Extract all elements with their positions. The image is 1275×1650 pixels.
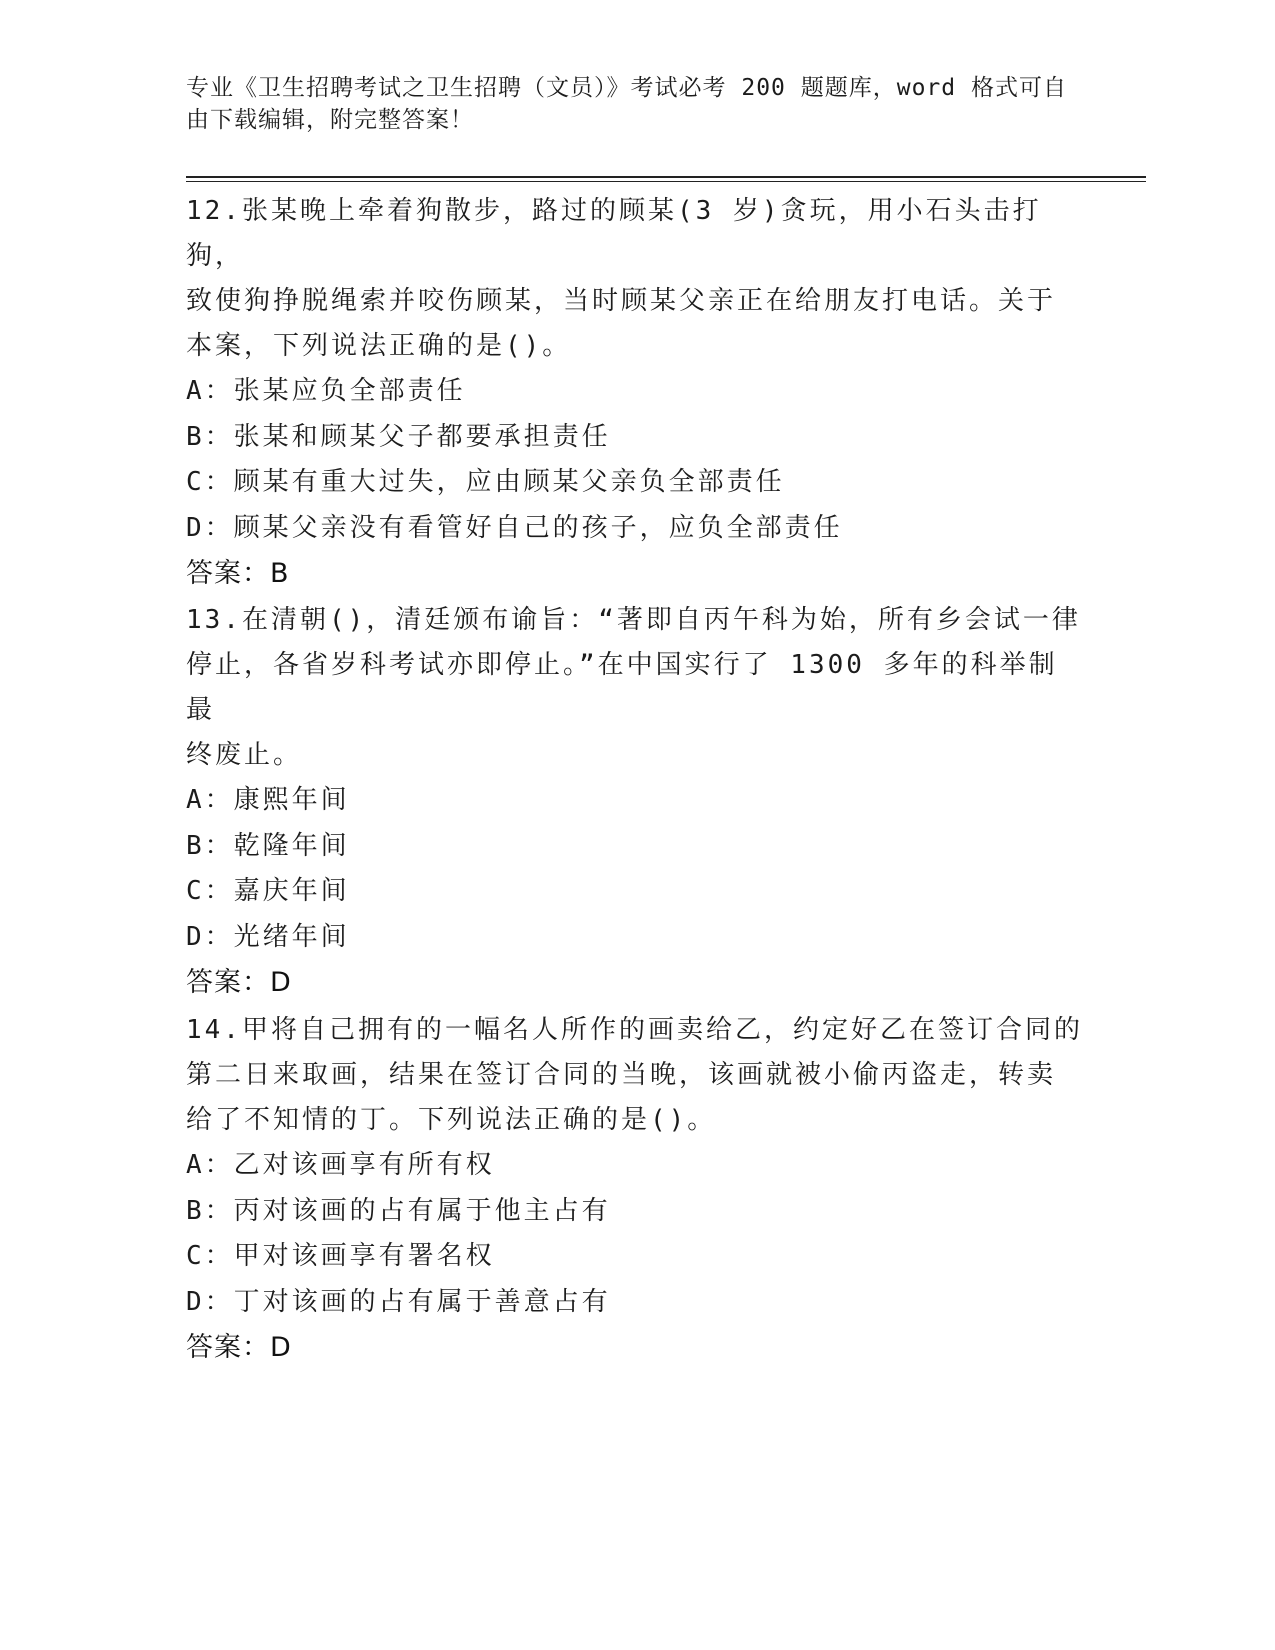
answer-line: 答案：D bbox=[186, 1332, 292, 1363]
stem-line: 本案，下列说法正确的是()。 bbox=[186, 331, 572, 361]
option-b: B：丙对该画的占有属于他主占有 bbox=[186, 1195, 611, 1226]
stem-line: 第二日来取画，结果在签订合同的当晚，该画就被小偷丙盗走，转卖 bbox=[186, 1060, 1057, 1090]
stem-line: 终废止。 bbox=[186, 740, 303, 770]
header-divider-thin bbox=[186, 181, 1146, 182]
option-d: D：光绪年间 bbox=[186, 921, 350, 952]
stem-line: 给了不知情的丁。下列说法正确的是()。 bbox=[186, 1105, 717, 1135]
option-list bbox=[186, 369, 1086, 551]
question-13 bbox=[186, 598, 1086, 1005]
header-line-1: 专业《卫生招聘考试之卫生招聘（文员）》考试必考 200 题题库，word 格式可自 bbox=[186, 75, 1067, 101]
question-stem bbox=[186, 598, 1086, 778]
option-c: C：甲对该画享有署名权 bbox=[186, 1241, 495, 1271]
option-a: A：康熙年间 bbox=[186, 785, 350, 815]
answer-line: 答案：D bbox=[186, 967, 292, 998]
question-14 bbox=[186, 1008, 1086, 1370]
option-c: C：顾某有重大过失，应由顾某父亲负全部责任 bbox=[186, 467, 785, 497]
option-b: B：乾隆年间 bbox=[186, 830, 350, 861]
question-12 bbox=[186, 189, 1086, 596]
document-header bbox=[186, 72, 1086, 136]
option-d: D：丁对该画的占有属于善意占有 bbox=[186, 1286, 611, 1317]
option-b: B：张某和顾某父子都要承担责任 bbox=[186, 421, 611, 452]
header-divider-thick bbox=[186, 176, 1146, 178]
option-a: A：乙对该画享有所有权 bbox=[186, 1150, 495, 1180]
answer-line: 答案：B bbox=[186, 558, 290, 589]
stem-line: 停止，各省岁科考试亦即停止。”在中国实行了 1300 多年的科举制最 bbox=[186, 650, 1058, 725]
stem-line: 14.甲将自己拥有的一幅名人所作的画卖给乙，约定好乙在签订合同的 bbox=[186, 1015, 1083, 1045]
option-c: C：嘉庆年间 bbox=[186, 876, 350, 906]
option-a: A：张某应负全部责任 bbox=[186, 376, 466, 406]
stem-line: 致使狗挣脱绳索并咬伤顾某，当时顾某父亲正在给朋友打电话。关于 bbox=[186, 286, 1057, 316]
stem-line: 13.在清朝()，清廷颁布谕旨：“著即自丙午科为始，所有乡会试一律 bbox=[186, 605, 1081, 635]
question-stem bbox=[186, 189, 1086, 369]
stem-line: 12.张某晚上牵着狗散步，路过的顾某(3 岁)贪玩，用小石头击打狗， bbox=[186, 196, 1042, 271]
option-list bbox=[186, 778, 1086, 960]
option-list bbox=[186, 1143, 1086, 1325]
question-stem bbox=[186, 1008, 1086, 1143]
option-d: D：顾某父亲没有看管好自己的孩子，应负全部责任 bbox=[186, 512, 843, 543]
header-line-2: 由下载编辑，附完整答案！ bbox=[186, 107, 474, 133]
